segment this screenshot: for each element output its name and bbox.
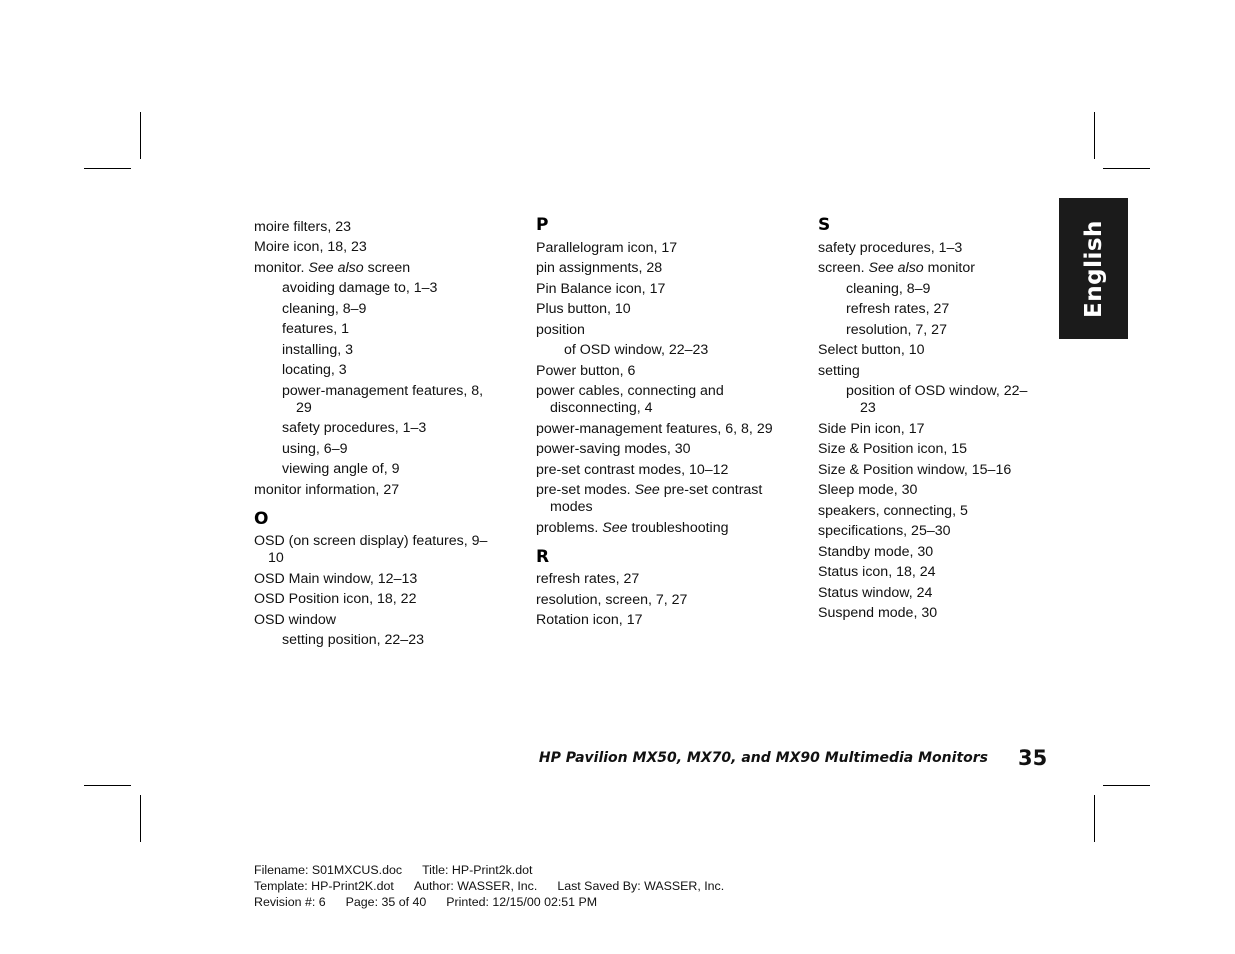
index-entry (536, 260, 776, 277)
entry-text: monitor. (254, 259, 305, 276)
entry-text: OSD Position icon, 18, 22 (254, 591, 417, 607)
crop-mark (1094, 112, 1095, 159)
index-entry (254, 571, 494, 588)
entry-text: locating, 3 (282, 362, 347, 378)
index-column-3 (818, 212, 1033, 622)
file-info-field: Template: HP-Print2K.dot (254, 879, 394, 893)
index-letter-heading: O (254, 508, 269, 529)
index-entry (254, 533, 494, 567)
language-tab (1059, 198, 1128, 339)
see-target: troubleshooting (631, 519, 729, 536)
file-info-field: Filename: S01MXCUS.doc (254, 863, 403, 877)
index-entry (536, 612, 776, 629)
entry-text: safety procedures, 1–3 (818, 239, 963, 256)
index-subentry (254, 383, 494, 417)
entry-text: screen. (818, 260, 865, 276)
entry-text: OSD window (254, 611, 337, 628)
index-column-2 (536, 212, 776, 629)
index-entry (818, 503, 1033, 520)
entry-text: using, 6–9 (282, 440, 348, 457)
see-reference: See (634, 482, 660, 498)
entry-text: specifications, 25–30 (818, 523, 951, 539)
entry-text: moire filters, 23 (254, 218, 351, 235)
index-entry (818, 462, 1033, 479)
index-letter-heading: P (536, 215, 549, 235)
crop-mark (140, 795, 141, 842)
entry-text: Select button, 10 (818, 342, 925, 358)
entry-text: cleaning, 8–9 (846, 280, 931, 297)
crop-mark (84, 785, 131, 786)
index-entry (818, 441, 1033, 458)
index-subentry (254, 441, 494, 458)
entry-text: Pin Balance icon, 17 (536, 280, 666, 297)
index-subentry (254, 342, 494, 359)
index-subentry (254, 420, 494, 437)
entry-text: power-management features, 8, 29 (282, 382, 484, 416)
index-entry (818, 585, 1033, 602)
crop-mark (1094, 795, 1095, 842)
index-entry (254, 239, 494, 256)
index-entry (254, 591, 494, 608)
entry-text: cleaning, 8–9 (282, 300, 367, 317)
entry-text: position of OSD window, 22–23 (846, 383, 1028, 416)
index-entry (536, 240, 776, 257)
entry-text: Power button, 6 (536, 362, 636, 379)
index-entry (818, 564, 1033, 581)
file-info-row (254, 894, 724, 910)
crop-mark (1103, 785, 1150, 786)
index-entry (254, 260, 494, 277)
index-entry (818, 240, 1033, 257)
index-entry (818, 482, 1033, 499)
file-info-field: Printed: 12/15/00 02:51 PM (446, 895, 598, 909)
index-entry (254, 219, 494, 236)
index-entry (818, 260, 1033, 277)
index-letter-heading: S (818, 215, 831, 235)
entry-text: refresh rates, 27 (846, 301, 950, 317)
index-entry (536, 592, 776, 609)
entry-text: Moire icon, 18, 23 (254, 239, 367, 255)
index-entry (536, 520, 776, 537)
file-info-block (254, 862, 724, 910)
index-entry (818, 421, 1033, 438)
entry-text: speakers, connecting, 5 (818, 502, 968, 519)
file-info-field: Title: HP-Print2k.dot (422, 863, 533, 877)
entry-text: viewing angle of, 9 (282, 461, 400, 477)
entry-text: pin assignments, 28 (536, 260, 663, 276)
entry-text: monitor information, 27 (254, 481, 400, 498)
entry-text: resolution, screen, 7, 27 (536, 591, 688, 608)
entry-text: power-management features, 6, 8, 29 (536, 420, 773, 437)
see-target: pre-set contrast modes (550, 482, 763, 515)
index-entry (536, 281, 776, 298)
index-entry (536, 322, 776, 339)
entry-text: setting (818, 362, 860, 379)
index-subentry (536, 342, 776, 359)
index-entry (536, 383, 776, 417)
entry-text: Suspend mode, 30 (818, 605, 938, 621)
entry-text: Sleep mode, 30 (818, 482, 918, 498)
entry-text: power cables, connecting and disconnecting, 4 (536, 383, 724, 416)
entry-text: Rotation icon, 17 (536, 612, 643, 628)
entry-text: Size & Position icon, 15 (818, 441, 968, 457)
entry-text: OSD Main window, 12–13 (254, 570, 418, 587)
index-entry (818, 544, 1033, 561)
crop-mark (84, 168, 131, 169)
file-info-field: Revision #: 6 (254, 895, 326, 909)
entry-text: Size & Position window, 15–16 (818, 461, 1012, 478)
index-subentry (254, 301, 494, 318)
entry-text: Status window, 24 (818, 584, 933, 601)
entry-text: OSD (on screen display) features, 9–10 (254, 533, 488, 566)
crop-mark (140, 112, 141, 159)
index-subentry (818, 383, 1033, 417)
see-reference: See also (868, 260, 924, 276)
entry-text: of OSD window, 22–23 (564, 342, 709, 358)
entry-text: problems. (536, 519, 599, 536)
entry-text: avoiding damage to, 1–3 (282, 280, 438, 296)
entry-text: Side Pin icon, 17 (818, 420, 925, 437)
index-entry (536, 571, 776, 588)
index-subentry (818, 301, 1033, 318)
index-entry (536, 421, 776, 438)
index-subentry (254, 461, 494, 478)
entry-text: setting position, 22–23 (282, 632, 424, 648)
index-column-1 (254, 215, 494, 649)
entry-text: pre-set modes. (536, 482, 631, 498)
see-target: monitor (927, 260, 975, 276)
entry-text: pre-set contrast modes, 10–12 (536, 461, 729, 478)
index-subentry (254, 362, 494, 379)
index-letter-heading: R (536, 546, 550, 567)
entry-text: safety procedures, 1–3 (282, 420, 427, 436)
index-entry (818, 342, 1033, 359)
entry-text: features, 1 (282, 321, 350, 337)
entry-text: resolution, 7, 27 (846, 321, 947, 338)
see-reference: See (602, 519, 628, 536)
entry-text: installing, 3 (282, 341, 353, 358)
index-subentry (254, 280, 494, 297)
index-entry (536, 363, 776, 380)
entry-text: Status icon, 18, 24 (818, 564, 936, 580)
running-footer-title: HP Pavilion MX50, MX70, and MX90 Multimedia Monitors (538, 750, 988, 766)
file-info-row (254, 878, 724, 894)
index-entry (818, 605, 1033, 622)
index-entry (536, 462, 776, 479)
index-entry (536, 441, 776, 458)
entry-text: power-saving modes, 30 (536, 441, 691, 457)
language-tab-label: English (1080, 219, 1107, 318)
index-entry (536, 482, 776, 516)
file-info-field: Last Saved By: WASSER, Inc. (557, 879, 725, 893)
page-number: 35 (1018, 746, 1048, 770)
entry-text: Parallelogram icon, 17 (536, 239, 678, 256)
file-info-field: Author: WASSER, Inc. (413, 879, 538, 893)
see-target: screen (367, 259, 411, 276)
index-entry (818, 363, 1033, 380)
index-subentry (254, 321, 494, 338)
entry-text: refresh rates, 27 (536, 571, 640, 587)
file-info-row (254, 862, 724, 878)
index-entry (818, 523, 1033, 540)
index-entry (536, 301, 776, 318)
entry-text: Standby mode, 30 (818, 543, 934, 560)
index-subentry (254, 632, 494, 649)
index-subentry (818, 322, 1033, 339)
see-reference: See also (308, 259, 364, 276)
index-entry (254, 482, 494, 499)
entry-text: Plus button, 10 (536, 301, 631, 317)
file-info-field: Page: 35 of 40 (345, 895, 427, 909)
index-subentry (818, 281, 1033, 298)
index-entry (254, 612, 494, 629)
entry-text: position (536, 321, 585, 338)
crop-mark (1103, 168, 1150, 169)
